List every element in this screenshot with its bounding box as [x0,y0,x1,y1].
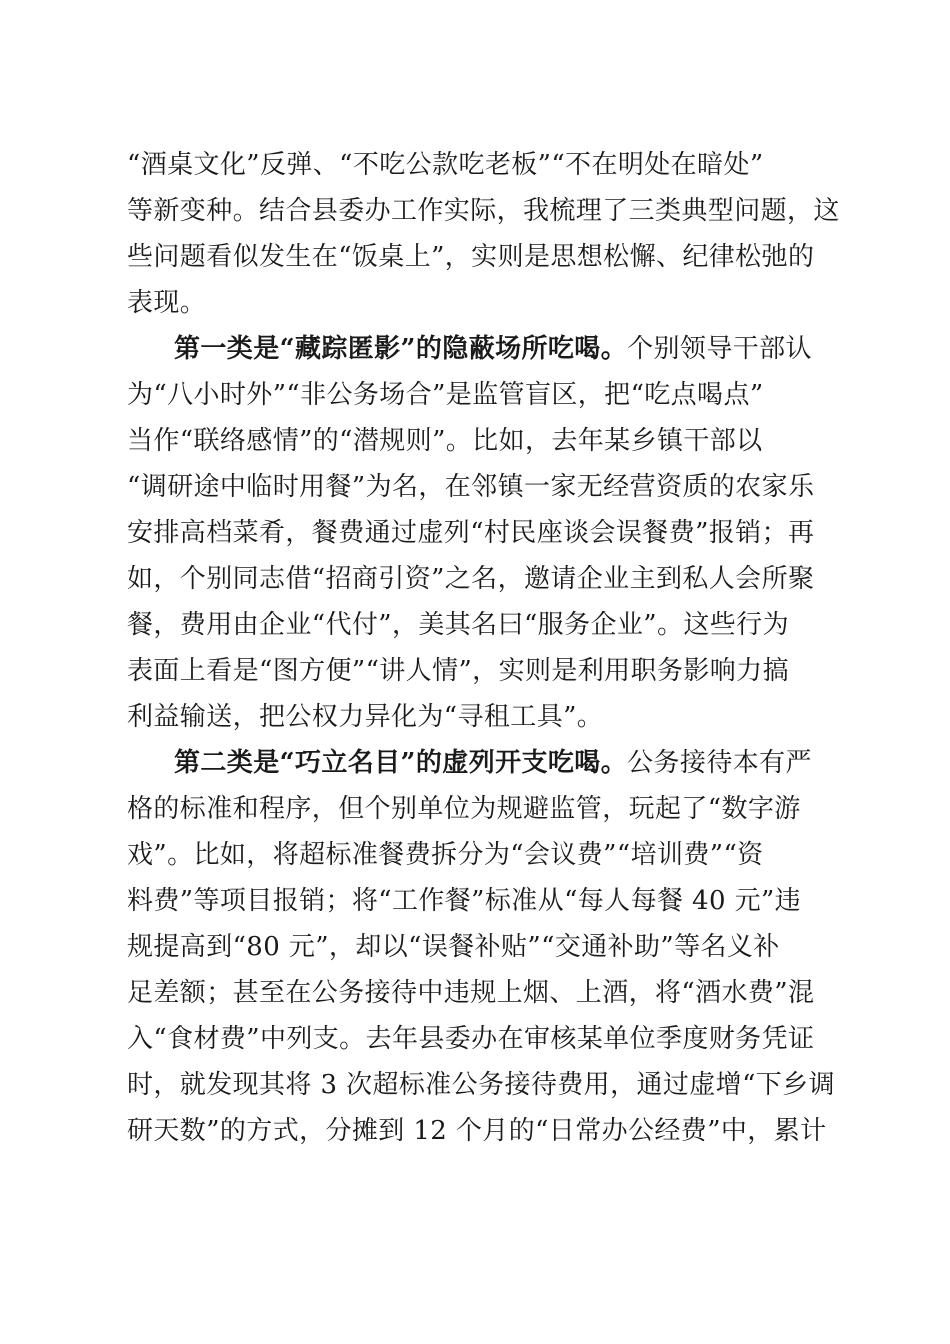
text-line: 料费”等项目报销；将“工作餐”标准从“每人每餐 40 元”违 [127,886,802,916]
text-line: 些问题看似发生在“饭桌上”，实则是思想松懈、纪律松弛的 [127,242,815,272]
section-heading: 第二类是“巧立名目”的虚列开支吃喝。 [174,748,628,778]
text-line: 表现。 [127,288,207,318]
text-line: 为“八小时外”“非公务场合”是监管盲区，把“吃点喝点” [127,380,764,410]
text-line: “酒桌文化”反弹、“不吃公款吃老板”“不在明处在暗处” [127,150,764,180]
text-line: 表面上看是“图方便”“讲人情”，实则是利用职务影响力搞 [127,656,789,686]
paragraph-first-line [174,329,812,369]
paragraph-first-line [174,743,812,783]
text-line: 当作“联络感情”的“潜规则”。比如，去年某乡镇干部以 [127,426,763,456]
text-line: 利益输送，把公权力异化为“寻租工具”。 [127,702,604,732]
text-line: 足差额；甚至在公务接待中违规上烟、上酒，将“酒水费”混 [127,978,815,1008]
section-heading: 第一类是“藏踪匿影”的隐蔽场所吃喝。 [174,334,628,364]
text-line: “调研途中临时用餐”为名，在邻镇一家无经营资质的农家乐 [127,472,815,502]
text-run: 公务接待本有严 [627,748,812,778]
text-run: 个别领导干部认 [627,334,812,364]
text-line: 规提高到“80 元”，却以“误餐补贴”“交通补助”等名义补 [127,932,780,962]
text-line: 研天数”的方式，分摊到 12 个月的“日常办公经费”中，累计 [127,1116,827,1146]
text-line: 安排高档菜肴，餐费通过虚列“村民座谈会误餐费”报销；再 [127,518,815,548]
text-line: 如，个别同志借“招商引资”之名，邀请企业主到私人会所聚 [127,564,815,594]
text-line: 入“食材费”中列支。去年县委办在审核某单位季度财务凭证 [127,1024,815,1054]
text-line: 格的标准和程序，但个别单位为规避监管，玩起了“数字游 [127,794,801,824]
text-line: 等新变种。结合县委办工作实际，我梳理了三类典型问题，这 [127,196,840,226]
text-line: 戏”。比如，将超标准餐费拆分为“会议费”“培训费”“资 [127,840,764,870]
text-line: 餐，费用由企业“代付”，美其名曰“服务企业”。这些行为 [127,610,789,640]
text-line: 时，就发现其将 3 次超标准公务接待费用，通过虚增“下乡调 [127,1070,835,1100]
